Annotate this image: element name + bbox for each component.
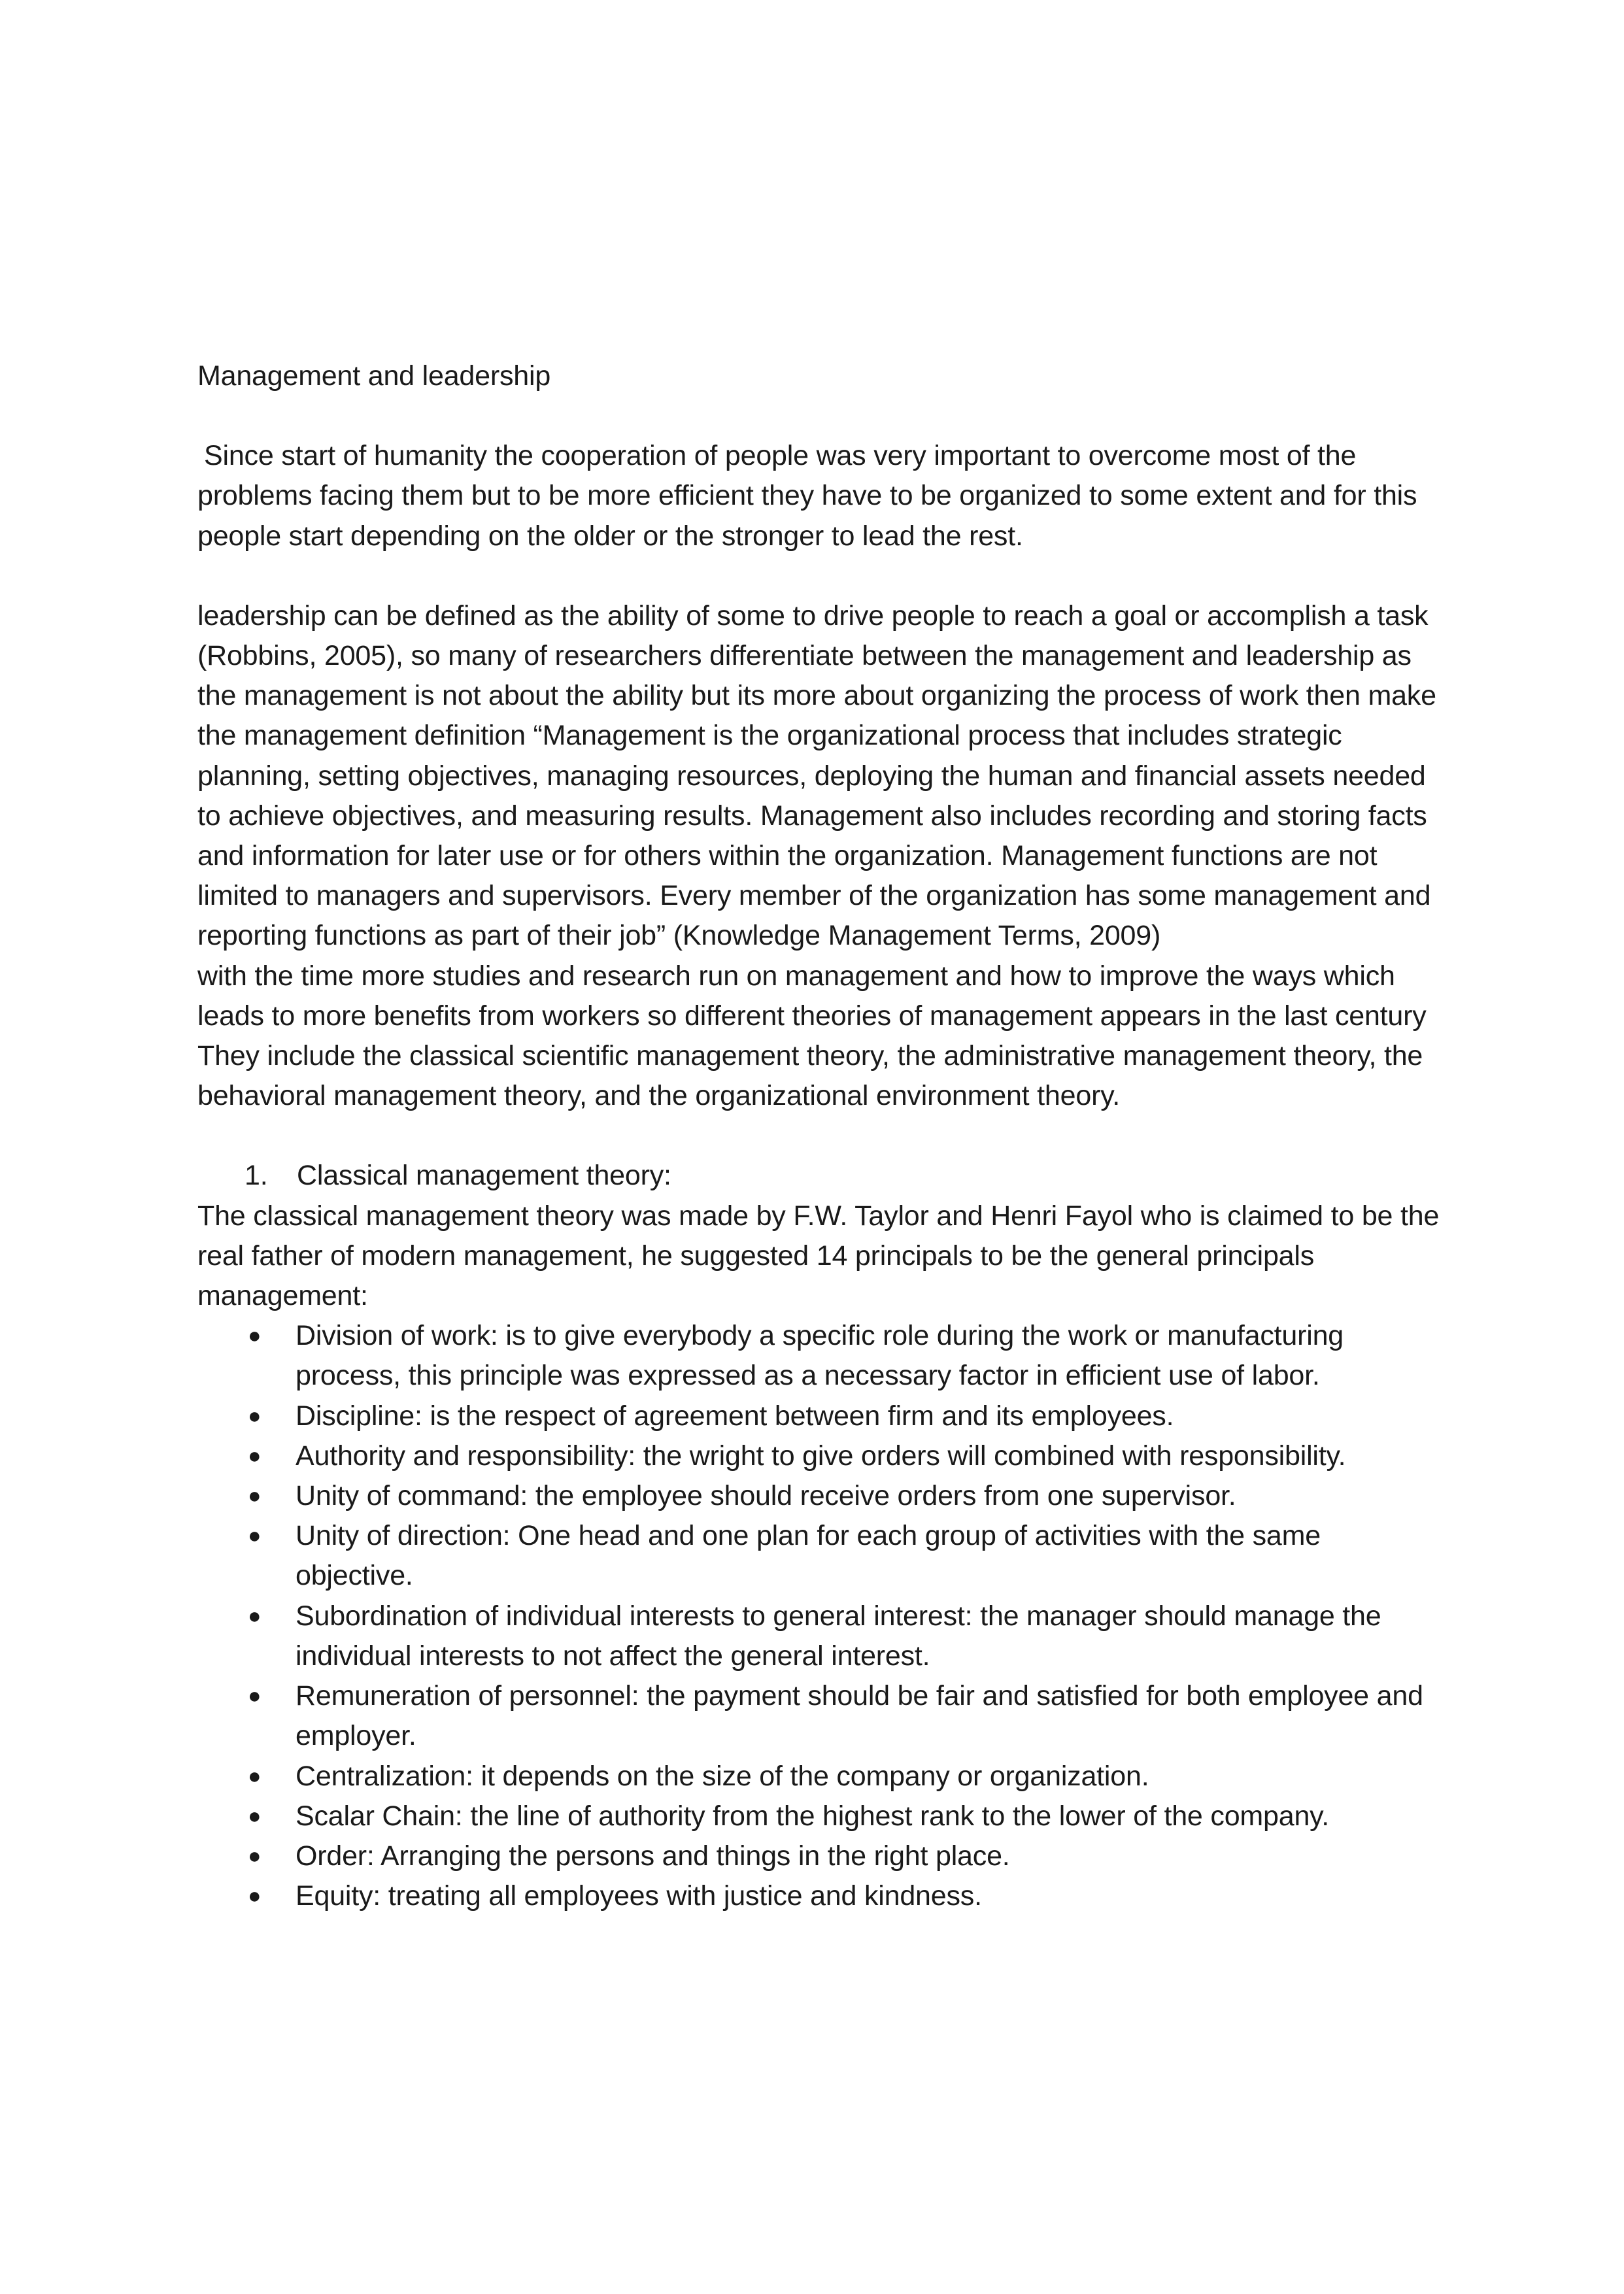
list-item [197,1836,1440,1876]
principles-list [197,1316,1440,1916]
list-item [197,1757,1440,1796]
section-number: 1. [245,1160,268,1192]
bullet-icon: ● [248,1843,262,1868]
section-heading [197,1156,1440,1196]
list-item-text: Unity of command: the employee should receive orders from one supervisor. [296,1480,1236,1512]
bullet-icon: ● [248,1443,262,1468]
bullet-icon: ● [248,1883,262,1909]
bullet-icon: ● [248,1603,262,1628]
list-item [197,1436,1440,1476]
document-title: Management and leadership [197,360,551,392]
list-item [197,1396,1440,1436]
list-item-text: Discipline: is the respect of agreement between firm and its employees. [296,1400,1174,1432]
bullet-icon: ● [248,1803,262,1829]
list-item [197,1316,1440,1396]
bullet-icon: ● [248,1403,262,1428]
list-item-text: Scalar Chain: the line of authority from the highest rank to the lower of the company. [296,1800,1330,1832]
list-item-text: Order: Arranging the persons and things in the right place. [296,1840,1010,1872]
list-item [197,1476,1440,1516]
list-item-text: Equity: treating all employees with justice and kindness. [296,1880,982,1912]
list-item-text: Centralization: it depends on the size of the company or organization. [296,1760,1149,1792]
list-item-text: Remuneration of personnel: the payment should be fair and satisfied for both employee and employer. [296,1680,1423,1752]
bullet-icon: ● [248,1523,262,1549]
document-page [197,356,1440,1916]
bullet-icon: ● [248,1763,262,1789]
section-heading-text: Classical management theory: [297,1160,671,1192]
bullet-icon: ● [248,1323,262,1349]
management-theories-paragraph: with the time more studies and research run on management and how to improve the ways which leads to more benefits from workers so different theories of management appears in the last century They include the classical scientific management theory, the administrative management theory, the behavioral management theory, and the organizational environment theory. [197,960,1427,1112]
list-item-text: Authority and responsibility: the wright to give orders will combined with responsibility. [296,1440,1346,1472]
bullet-icon: ● [248,1483,262,1509]
section-intro-paragraph: The classical management theory was made by F.W. Taylor and Henri Fayol who is claimed to be the real father of modern management, he suggested 14 principals to be the general principals management: [197,1200,1440,1312]
list-item [197,1796,1440,1836]
list-item-text: Division of work: is to give everybody a specific role during the work or manufacturing process, this principle was expressed as a necessary factor in efficient use of labor. [296,1320,1344,1392]
list-item [197,1596,1440,1676]
list-item [197,1876,1440,1916]
list-item-text: Unity of direction: One head and one plan for each group of activities with the same objective. [296,1520,1321,1592]
bullet-icon: ● [248,1683,262,1709]
leadership-definition-paragraph: leadership can be defined as the ability of some to drive people to reach a goal or accomplish a task (Robbins, 2005), so many of researchers differentiate between the management and leadership as the management is not about the ability but its more about organizing the process of work then make the management definition “Management is the organizational process that includes strategic planning, setting objectives, managing resources, deploying the human and financial assets needed to achieve objectives, and measuring results. Management also includes recording and storing facts and information for later use or for others within the organization. Management functions are not limited to managers and supervisors. Every member of the organization has some management and reporting functions as part of their job” (Knowledge Management Terms, 2009) [197,599,1436,952]
list-item-text: Subordination of individual interests to general interest: the manager should manage the individual interests to not affect the general interest. [296,1600,1381,1672]
list-item [197,1516,1440,1596]
intro-paragraph: Since start of humanity the cooperation of people was very important to overcome most of the problems facing them but to be more efficient they have to be organized to some extent and for this people start depending on the older or the stronger to lead the rest. [197,440,1417,552]
list-item [197,1676,1440,1756]
